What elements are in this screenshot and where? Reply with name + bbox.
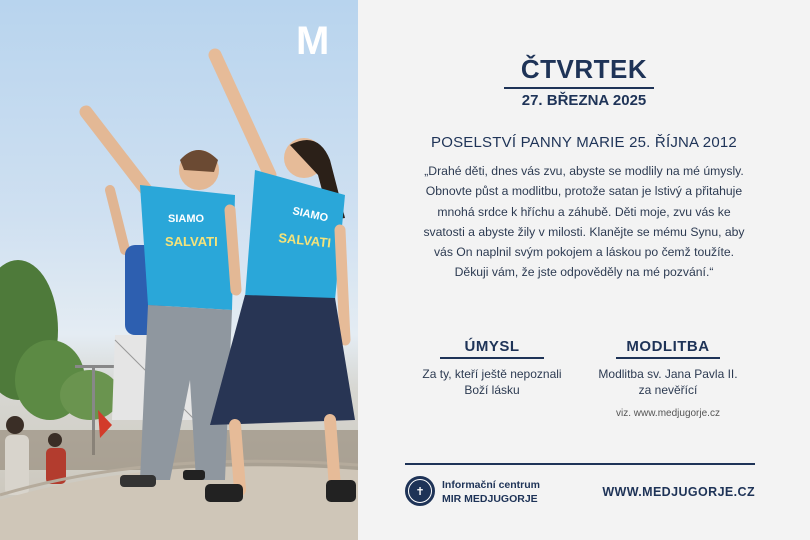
message-panel (358, 0, 810, 540)
website-link[interactable]: WWW.MEDJUGORJE.CZ (602, 485, 755, 499)
message-line: vás On naplnil svým pokojem a láskou po čemž toužíte. (433, 245, 735, 260)
intention-line: Za ty, kteří ještě nepoznali (422, 367, 562, 381)
message-line: mnohá srdce k hříchu a záhubě. Děti moje, zvu vás ke (437, 204, 731, 219)
prayer-line: Modlitba sv. Jana Pavla II. (598, 367, 738, 381)
message-line: Děkuji vám, že jste odpověděly na mé pozvání.“ (454, 265, 714, 280)
prayer-heading: MODLITBA (626, 338, 710, 355)
prayer-text (568, 367, 768, 398)
prayer-section (568, 338, 768, 419)
watermark-logo: M (296, 19, 330, 63)
event-photo (0, 0, 358, 540)
logo-emblem: ✝ (408, 479, 432, 503)
message-title: POSELSTVÍ PANNY MARIE 25. ŘÍJNA 2012 (431, 134, 737, 151)
shirt-text-siamo-2: SIAMO (291, 205, 330, 225)
shirt-text-salvati-2: SALVATI (277, 230, 332, 251)
date-heading: 27. BŘEZNA 2025 (521, 92, 647, 109)
org-line: Informační centrum (442, 479, 541, 491)
message-body (398, 161, 770, 283)
day-underline (504, 87, 654, 89)
organization-name (442, 479, 540, 506)
prayer-link[interactable]: viz. www.medjugorje.cz (616, 408, 720, 419)
org-line: MIR MEDJUGORJE (442, 492, 538, 505)
intention-heading: ÚMYSL (464, 338, 520, 355)
shirt-text-siamo: SIAMO (168, 213, 205, 225)
intention-section (392, 338, 592, 398)
prayer-underline (616, 357, 720, 359)
shirt-text-salvati: SALVATI (165, 234, 218, 249)
intention-line: Boží lásku (464, 382, 520, 397)
intention-text (392, 367, 592, 398)
footer-divider (405, 463, 755, 465)
photo-illustration (0, 0, 358, 540)
message-line: Obnovte půst a modlitbu, protože satan je lstivý a přitahuje (425, 184, 743, 199)
intention-underline (440, 357, 544, 359)
prayer-line: za nevěřící (638, 382, 698, 397)
medjugorje-logo-icon (405, 476, 435, 506)
message-line: „Drahé děti, dnes vás zvu, abyste se modlily na mé úmysly. (424, 164, 744, 178)
message-line: svatosti a abyste žily v milosti. Klanějte se mému Synu, aby (423, 224, 745, 239)
day-heading: ČTVRTEK (520, 54, 648, 84)
